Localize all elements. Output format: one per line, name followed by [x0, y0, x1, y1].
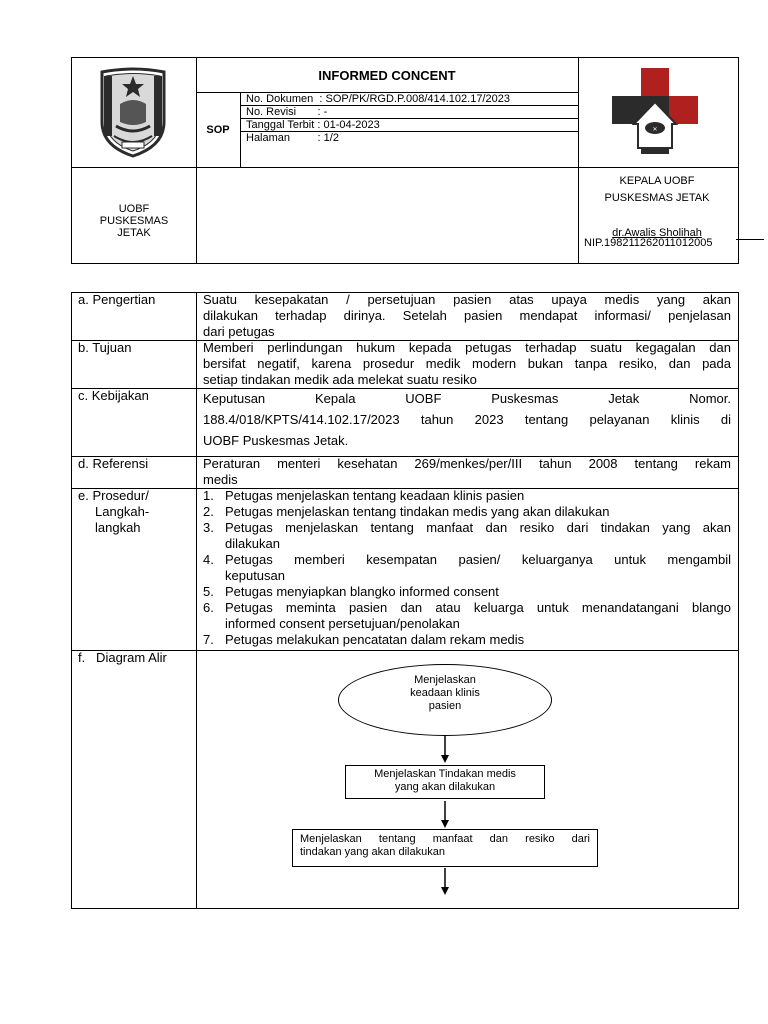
row-divider [71, 650, 739, 651]
svg-text:✕: ✕ [652, 126, 658, 133]
label-line: langkah [95, 520, 141, 535]
procedure-step [203, 552, 731, 584]
flow-arrow [438, 736, 452, 764]
text-line: Memberi perlindungan hukum kepada petugas terhadap suatu kegagalan dan [203, 340, 731, 355]
text-line: setiap tindakan medik ada melekat suatu resiko [203, 372, 477, 387]
label-line: e. Prosedur/ [78, 488, 149, 503]
text-line: bersifat negatif, karena prosedur medik modern bukan tanpa resiko, dan pada [203, 356, 731, 371]
org-line: UOBF [118, 203, 150, 215]
section-text-referensi [203, 456, 731, 488]
node-line: keadaan klinis [410, 687, 480, 699]
puskesmas-logo [606, 64, 706, 158]
section-label-pengertian: a. Pengertian [78, 292, 156, 307]
step-text: Petugas menjelaskan tentang manfaat dan resiko dari tindakan yang akan [225, 520, 731, 535]
header-divider [578, 57, 579, 264]
step-number: 1. [203, 488, 214, 503]
step-number: 5. [203, 584, 214, 599]
step-text: Petugas menyiapkan blangko informed consent [225, 584, 499, 599]
node-line: Menjelaskan [414, 674, 476, 686]
text-line: 188.4/018/KPTS/414.102.17/2023 tahun 2023 tentang pelayanan klinis di [203, 412, 731, 427]
regional-emblem-logo [96, 66, 170, 158]
flow-node-tindakan-label [345, 768, 545, 794]
step-text: informed consent persetujuan/penolakan [225, 616, 460, 631]
step-text: Petugas memberi kesempatan pasien/ keluarganya untuk mengambil [225, 552, 731, 567]
procedure-step [203, 584, 731, 600]
head-nip: NIP.198211262011012005 [584, 237, 713, 249]
org-line: PUSKESMAS [99, 215, 169, 227]
text-line: dari petugas [203, 324, 275, 339]
procedure-step [203, 600, 731, 632]
procedure-step [203, 504, 731, 520]
doc-number: No. Dokumen : SOP/PK/RGD.P.008/414.102.17/2023 [241, 93, 578, 106]
step-number: 2. [203, 504, 214, 519]
step-number: 3. [203, 520, 214, 535]
step-text: Petugas melakukan pencatatan dalam rekam medis [225, 632, 525, 647]
section-label-prosedur [78, 488, 149, 536]
flow-node-manfaat-label [300, 833, 590, 859]
text-line: Peraturan menteri kesehatan 269/menkes/per/III tahun 2008 tentang rekam [203, 456, 731, 471]
flow-arrow [438, 801, 452, 829]
flow-node-start-label [338, 674, 552, 713]
section-label-kebijakan: c. Kebijakan [78, 388, 149, 403]
doc-revision: No. Revisi : - [241, 106, 578, 119]
step-text: Petugas menjelaskan tentang tindakan medis yang akan dilakukan [225, 504, 610, 519]
section-label-diagram: f. Diagram Alir [78, 650, 167, 665]
step-number: 4. [203, 552, 214, 567]
node-line: Menjelaskan tentang manfaat dan resiko dari [300, 833, 590, 845]
document-title: INFORMED CONCENT [318, 68, 456, 83]
procedure-step [203, 488, 731, 504]
section-label-referensi: d. Referensi [78, 456, 149, 471]
procedure-step [203, 520, 731, 552]
procedure-step [203, 632, 731, 648]
section-text-pengertian [203, 292, 731, 340]
section-label-tujuan: b. Tujuan [78, 340, 132, 355]
org-name [72, 203, 196, 239]
label-line: Langkah- [95, 504, 150, 519]
node-line: tindakan yang akan dilakukan [300, 846, 445, 858]
text-line: UOBF Puskesmas Jetak. [203, 433, 349, 448]
doc-page: Halaman : 1/2 [246, 132, 339, 144]
text-line: medis [203, 472, 238, 487]
signature-line [736, 239, 764, 240]
org-line: JETAK [117, 227, 151, 239]
header-divider [196, 57, 197, 264]
step-text: Petugas menjelaskan tentang keadaan klinis pasien [225, 488, 525, 503]
step-text: Petugas meminta pasien dan atau keluarga untuk menandatangani blango [225, 600, 731, 615]
head-place: PUSKESMAS JETAK [604, 192, 710, 204]
node-line: Menjelaskan Tindakan medis [374, 768, 516, 780]
content-divider [196, 292, 197, 909]
section-text-tujuan [203, 340, 731, 388]
step-number: 6. [203, 600, 214, 615]
text-line: Suatu kesepakatan / persetujuan pasien atas upaya medis yang akan [203, 292, 731, 307]
section-text-kebijakan [203, 388, 731, 451]
step-text: dilakukan [225, 536, 280, 551]
node-line: yang akan dilakukan [394, 781, 496, 793]
document-info [241, 93, 578, 144]
step-text: keputusan [225, 568, 285, 583]
head-title: KEPALA UOBF [619, 175, 695, 187]
head-name: dr.Awalis Sholihah [612, 227, 702, 239]
sop-label: SOP [206, 124, 230, 136]
doc-issue-date: Tanggal Terbit : 01-04-2023 [241, 119, 578, 132]
text-line: Keputusan Kepala UOBF Puskesmas Jetak Nomor. [203, 391, 731, 406]
procedure-steps [203, 488, 731, 648]
node-line: pasien [428, 700, 462, 712]
flow-arrow [438, 868, 452, 896]
step-number: 7. [203, 632, 214, 647]
text-line: dilakukan terhadap dirinya. Setelah pasien mendapat informasi/ penjelasan [203, 308, 731, 323]
header-divider [71, 167, 739, 168]
